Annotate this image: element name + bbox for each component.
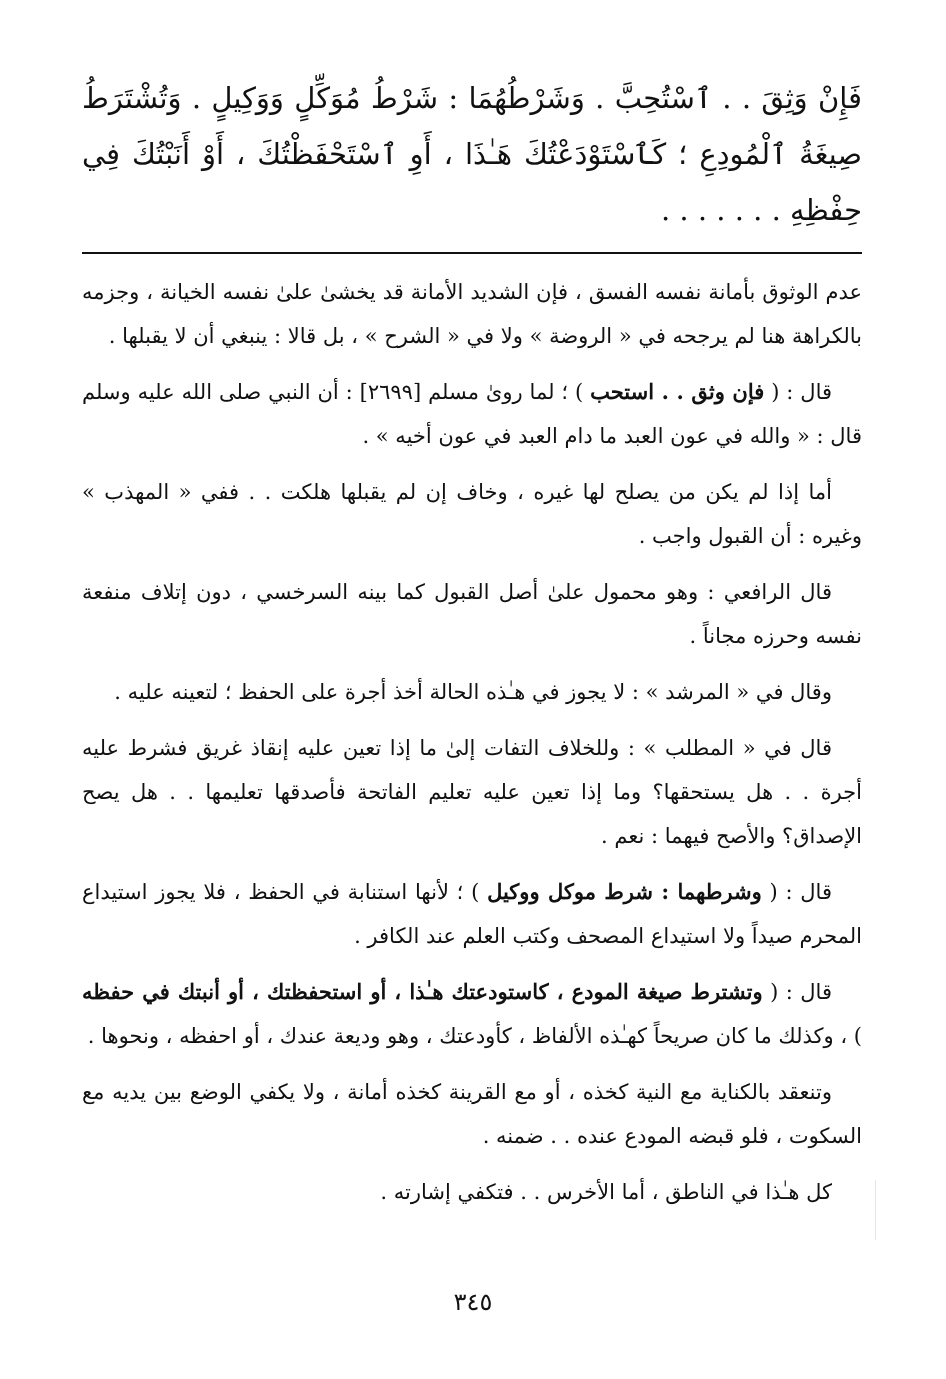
commentary-text: قال : ( bbox=[761, 880, 832, 904]
matn-text: فَإِنْ وَثِقَ . . ٱسْتُحِبَّ . وَشَرْطُهُمَا : شَرْطُ مُوَكِّلٍ وَوَكِيلٍ . وَتُشْتَرَطُ صِيغَةُ ٱلْمُودِعِ ؛ كَٱسْتَوْدَعْتُكَ هَـٰذَا ، أَوِ ٱسْتَحْفَظْتُكَ ، أَوْ أَنَبْتُكَ فِي حِفْظِهِ . . . . . . . bbox=[82, 81, 862, 227]
commentary-paragraph bbox=[82, 570, 862, 658]
margin-mark bbox=[875, 1180, 876, 1240]
quoted-matn: وتشترط صيغة المودع ، كاستودعتك هـٰذا ، أو استحفظتك ، أو أنبتك في حفظه bbox=[82, 979, 763, 1004]
commentary-paragraph bbox=[82, 470, 862, 558]
commentary-text: قال : ( bbox=[764, 380, 833, 404]
commentary-text: ) ، وكذلك ما كان صريحاً كهـٰذه الألفاظ ، كأودعتك ، وهو وديعة عندك ، أو احفظه ، ونحوها . bbox=[87, 1024, 862, 1048]
commentary-text: قال في « المطلب » : وللخلاف التفات إلىٰ ما إذا تعين عليه إنقاذ غريق فشرط عليه أجرة . . هل يستحقها؟ وما إذا تعين عليه تعليم الفاتحة فأصدقها تعليمها . . هل يصح الإصداق؟ والأصح فيهما : نعم . bbox=[82, 736, 862, 848]
commentary-paragraph bbox=[82, 970, 862, 1058]
commentary bbox=[82, 270, 862, 1214]
commentary-text: وقال في « المرشد » : لا يجوز في هـٰذه الحالة أخذ أجرة على الحفظ ؛ لتعينه عليه . bbox=[114, 680, 832, 704]
separator-rule bbox=[82, 252, 862, 254]
commentary-paragraph bbox=[82, 1170, 862, 1214]
commentary-paragraph bbox=[82, 870, 862, 958]
commentary-text: قال الرافعي : وهو محمول علىٰ أصل القبول كما بينه السرخسي ، دون إتلاف منفعة نفسه وحرزه مجاناً . bbox=[82, 580, 862, 648]
page-body bbox=[82, 70, 862, 1226]
commentary-text: ) ؛ لأنها استنابة في الحفظ ، فلا يجوز استيداع المحرم صيداً ولا استيداع المصحف وكتب العلم عند الكافر . bbox=[82, 880, 862, 948]
commentary-paragraph bbox=[82, 670, 862, 714]
commentary-text: وتنعقد بالكناية مع النية كخذه ، أو مع القرينة كخذه أمانة ، ولا يكفي الوضع بين يديه مع السكوت ، فلو قبضه المودع عنده . . ضمنه . bbox=[82, 1080, 862, 1148]
quoted-matn: فإن وثق . . استحب bbox=[590, 379, 765, 404]
page-number: ٣٤٥ bbox=[453, 1288, 493, 1316]
commentary-paragraph bbox=[82, 1070, 862, 1158]
commentary-text: كل هـٰذا في الناطق ، أما الأخرس . . فتكفي إشارته . bbox=[380, 1180, 832, 1204]
commentary-text: أما إذا لم يكن من يصلح لها غيره ، وخاف إن لم يقبلها هلكت . . ففي « المهذب » وغيره : أن القبول واجب . bbox=[82, 480, 862, 548]
commentary-paragraph bbox=[82, 370, 862, 458]
commentary-paragraph bbox=[82, 270, 862, 358]
commentary-text: قال : ( bbox=[762, 980, 832, 1004]
quoted-matn: وشرطهما : شرط موكل ووكيل bbox=[487, 879, 762, 904]
commentary-paragraph bbox=[82, 726, 862, 858]
commentary-text: عدم الوثوق بأمانة نفسه الفسق ، فإن الشديد الأمانة قد يخشىٰ علىٰ نفسه الخيانة ، وجزمه بالكراهة هنا لم يرجحه في « الروضة » ولا في « الشرح » ، بل قالا : ينبغي أن لا يقبلها . bbox=[82, 280, 862, 348]
commentary-text: ) ؛ لما روىٰ مسلم [٢٦٩٩] : أن النبي صلى الله عليه وسلم قال : « والله في عون العبد ما دام العبد في عون أخيه » . bbox=[82, 380, 862, 448]
